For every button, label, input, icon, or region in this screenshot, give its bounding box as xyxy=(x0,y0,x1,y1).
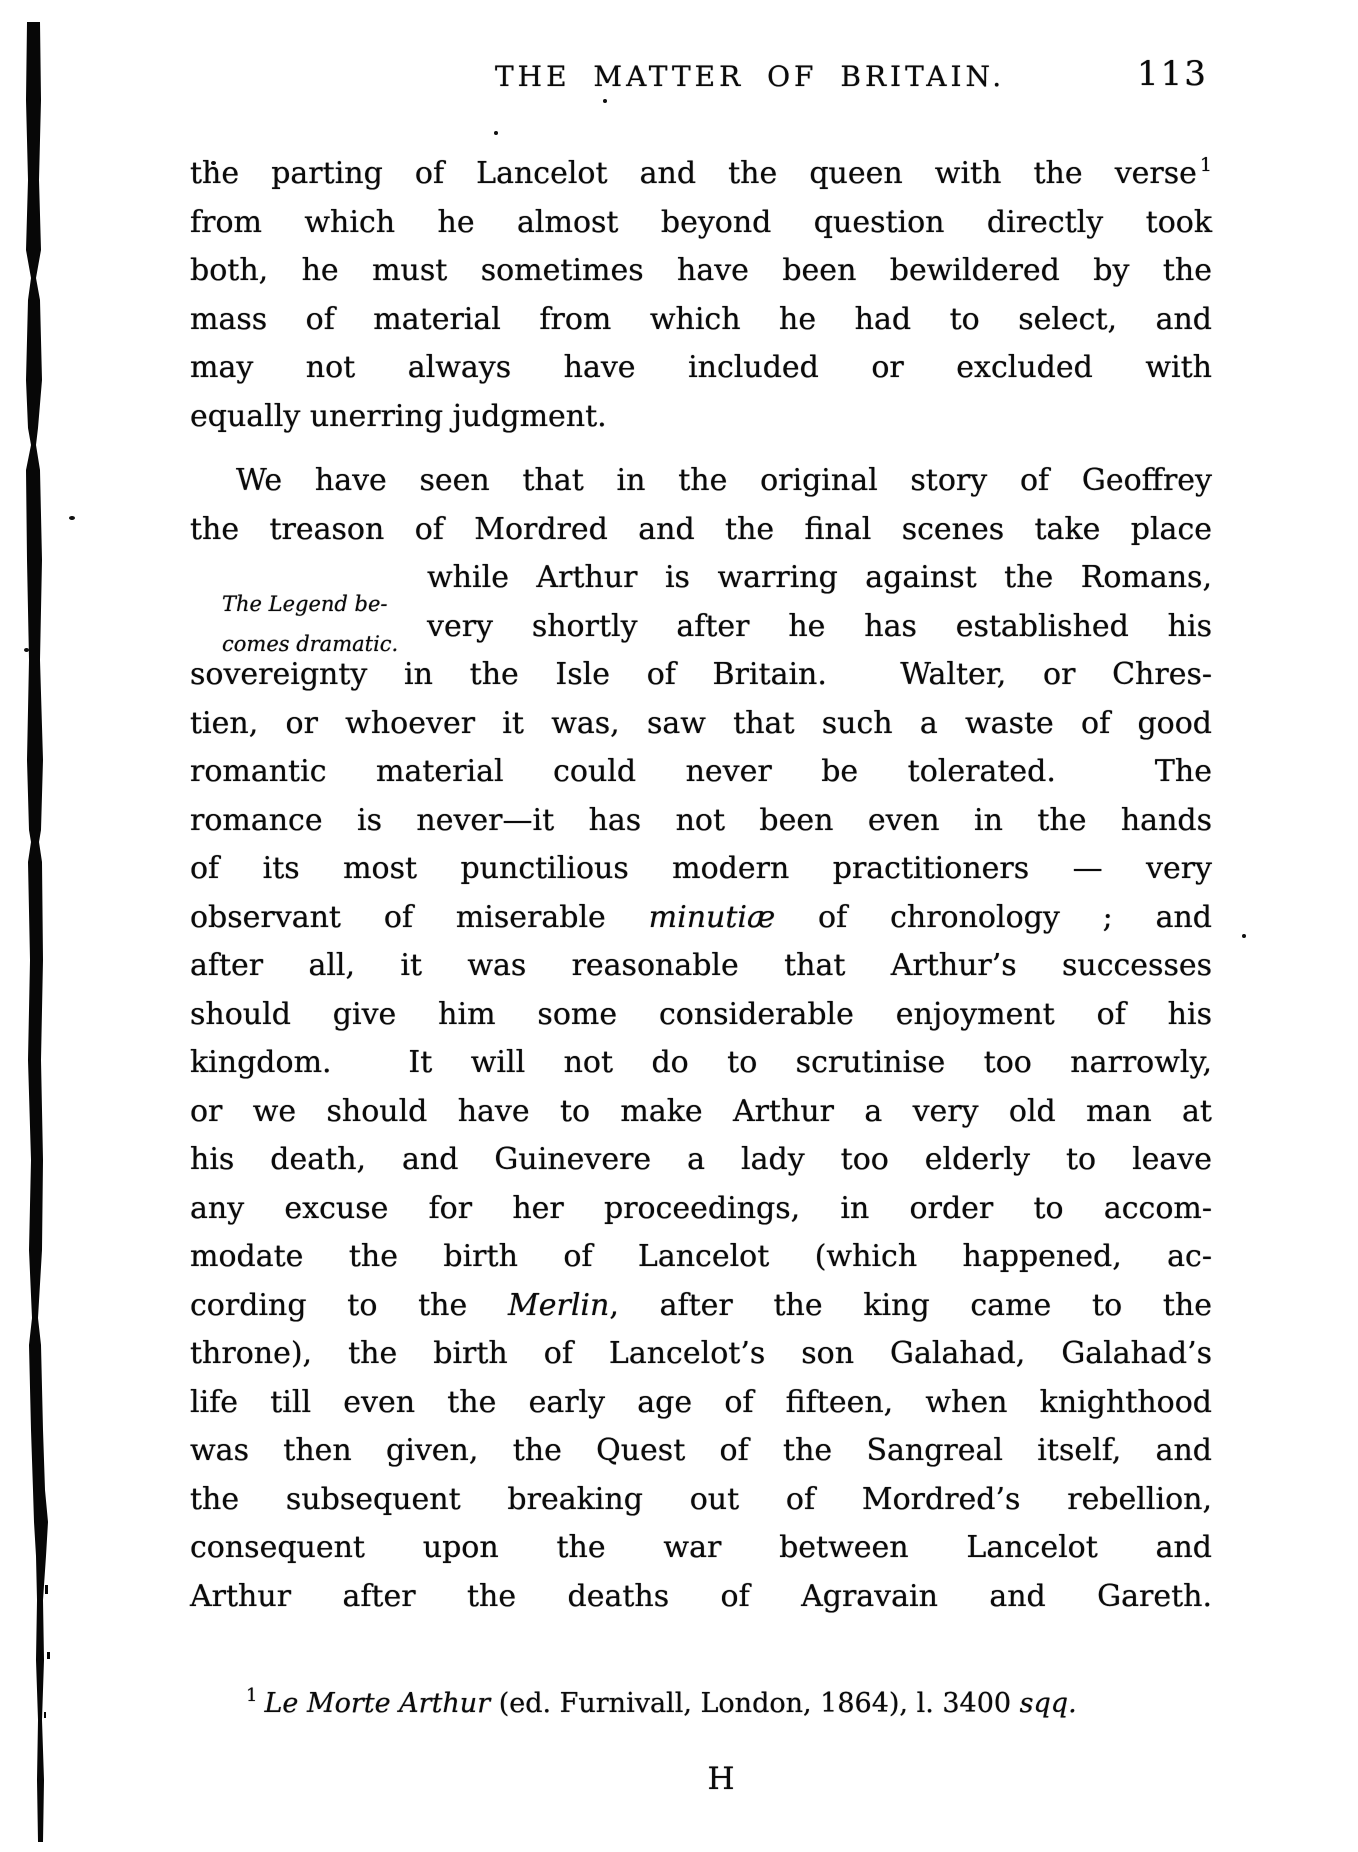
line-text: the parting of Lancelot and the queen with the verse xyxy=(190,156,1197,191)
text-line: from which he almost beyond question directly took xyxy=(190,204,1212,240)
text-line: very shortly after he has established his xyxy=(427,608,1212,644)
margin-note-line: comes dramatic. xyxy=(222,632,399,656)
text-line: may not always have included or excluded with xyxy=(190,350,1212,385)
line-text: , after the king came to the xyxy=(609,1287,1212,1323)
footnote-work-title: Le Morte Arthur xyxy=(264,1688,491,1719)
text-line: or we should have to make Arthur a very old man at xyxy=(190,1093,1212,1129)
footnote-marker: 1 xyxy=(246,1685,258,1706)
text-line: Arthur after the deaths of Agravain and Gareth. xyxy=(190,1578,1212,1614)
text-line xyxy=(190,894,1212,943)
text-line: the subsequent breaking out of Mordred’s rebellion, xyxy=(190,1481,1212,1517)
text-line xyxy=(190,150,1212,199)
running-title: THE MATTER OF BRITAIN. xyxy=(495,60,1006,93)
footnote xyxy=(190,1681,1212,1727)
ink-speck xyxy=(1242,934,1246,938)
ink-speck xyxy=(24,648,29,652)
signature-mark: H xyxy=(707,1761,735,1797)
text-line: sovereignty in the Isle of Britain. Walter, or Chres- xyxy=(190,657,1212,692)
text-line: should give him some considerable enjoyment of his xyxy=(190,996,1212,1032)
text-line: tien, or whoever it was, saw that such a waste of good xyxy=(190,705,1212,741)
text-line: kingdom. It will not do to scrutinise too narrowly, xyxy=(190,1045,1212,1080)
text-line: romance is never—it has not been even in the hands xyxy=(190,802,1212,838)
text-line: consequent upon the war between Lancelot and xyxy=(190,1530,1212,1565)
text-line: after all, it was reasonable that Arthur’s successes xyxy=(190,948,1212,983)
binding-shadow-artifact xyxy=(0,0,70,1852)
italic-term: minutiæ xyxy=(648,899,776,935)
margin-note xyxy=(222,584,427,664)
italic-term: Merlin xyxy=(508,1287,610,1323)
line-text: observant of miserable xyxy=(190,899,649,935)
text-line: mass of material from which he had to select, and xyxy=(190,301,1212,337)
text-line: of its most punctilious modern practitioners — very xyxy=(190,851,1212,886)
text-line: was then given, the Quest of the Sangreal itself, and xyxy=(190,1433,1212,1468)
text-line: while Arthur is warring against the Romans, xyxy=(427,560,1212,595)
ink-speck xyxy=(494,131,498,135)
paragraph-1 xyxy=(190,150,1212,441)
paragraph-2 xyxy=(190,457,1212,1621)
text-line: modate the birth of Lancelot (which happened, ac- xyxy=(190,1239,1212,1274)
footnote-abbrev: sqq. xyxy=(1019,1688,1077,1719)
margin-note-line: The Legend be- xyxy=(222,592,388,616)
text-line: We have seen that in the original story of Geoffrey xyxy=(236,463,1212,498)
text-line: his death, and Guinevere a lady too elderly to leave xyxy=(190,1142,1212,1177)
ink-speck xyxy=(603,99,607,103)
text-line: throne), the birth of Lancelot’s son Galahad, Galahad’s xyxy=(190,1336,1212,1371)
ink-speck xyxy=(69,516,75,520)
text-line: life till even the early age of fifteen, when knighthood xyxy=(190,1384,1212,1420)
text-line xyxy=(190,1282,1212,1331)
footnote-citation: (ed. Furnivall, London, 1864), l. 3400 xyxy=(490,1688,1020,1719)
footnote-reference: 1 xyxy=(1199,154,1212,176)
text-line: the treason of Mordred and the final scenes take place xyxy=(190,511,1212,547)
line-text: cording to the xyxy=(190,1287,508,1323)
text-block xyxy=(190,150,1212,1801)
text-line: equally unerring judgment. xyxy=(190,398,607,434)
line-text: of chronology ; and xyxy=(775,899,1212,935)
text-line: any excuse for her proceedings, in order to accom- xyxy=(190,1190,1212,1226)
text-line: romantic material could never be tolerated. The xyxy=(190,754,1212,789)
text-line: both, he must sometimes have been bewildered by the xyxy=(190,253,1212,288)
page-number: 113 xyxy=(1137,54,1208,94)
